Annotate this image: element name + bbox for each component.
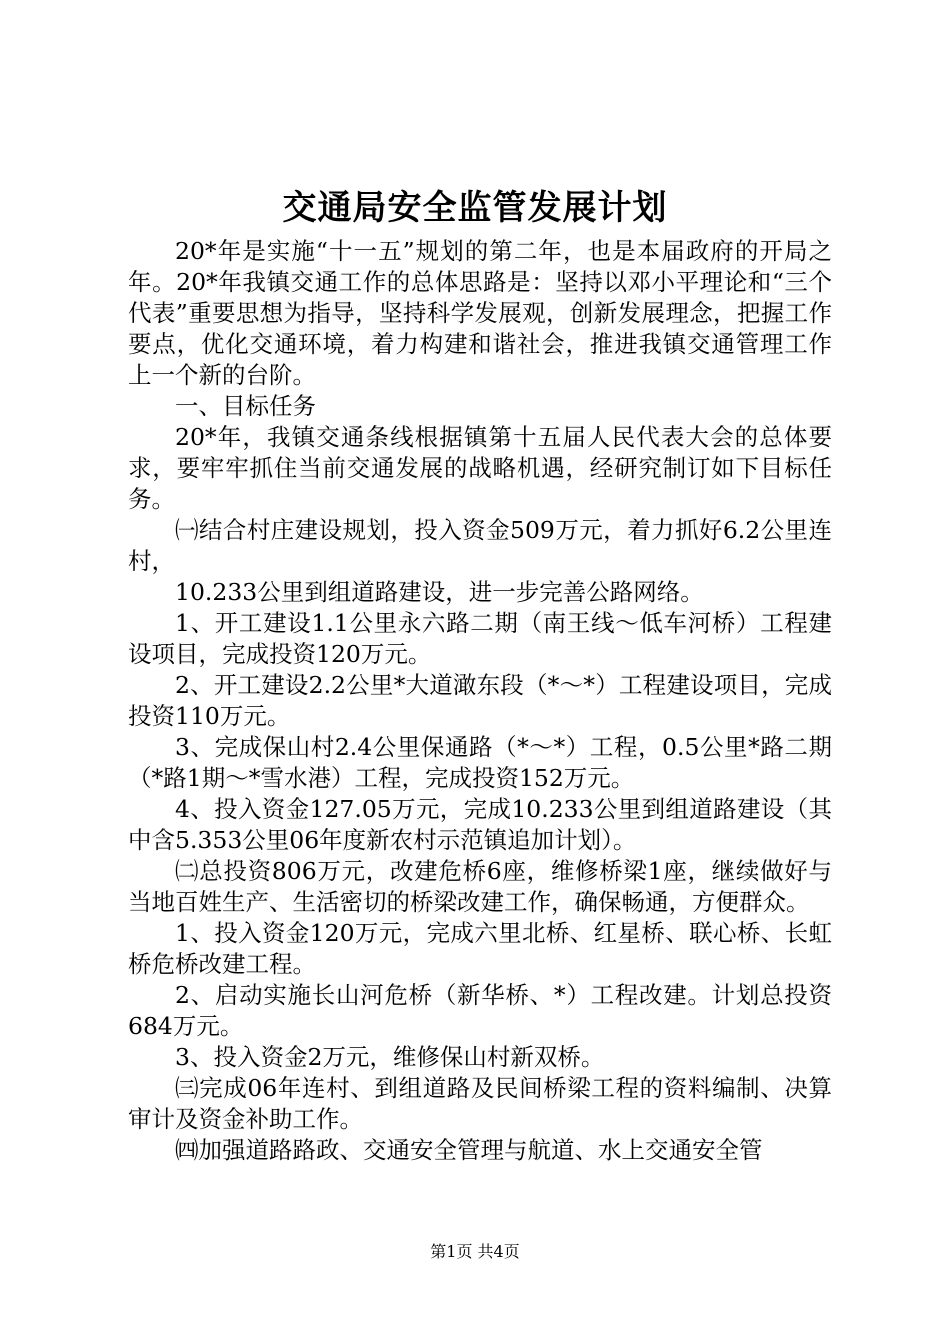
page-number-footer: 第1页 共4页 xyxy=(430,1242,520,1261)
paragraph: ㈢完成06年连村、到组道路及民间桥梁工程的资料编制、决算审计及资金补助工作。 xyxy=(128,1074,832,1133)
paragraph: 20*年是实施“十一五”规划的第二年，也是本届政府的开局之年。20*年我镇交通工作的总体思路是：坚持以邓小平理论和“三个代表”重要思想为指导，坚持科学发展观，创新发展理念，把握工作要点，优化交通环境，着力构建和谐社会，推进我镇交通管理工作上一个新的台阶。 xyxy=(128,237,832,389)
paragraph: 3、投入资金2万元，维修保山村新双桥。 xyxy=(175,1043,605,1071)
document-title: 交通局安全监管发展计划 xyxy=(282,188,668,228)
paragraph: 2、启动实施长山河危桥（新华桥、*）工程改建。计划总投资684万元。 xyxy=(128,981,832,1040)
paragraph: 4、投入资金127.05万元，完成10.233公里到组道路建设（其中含5.353公里06年度新农村示范镇追加计划）。 xyxy=(128,795,832,854)
paragraph: ㈣加强道路路政、交通安全管理与航道、水上交通安全管 xyxy=(175,1136,763,1164)
paragraph: 10.233公里到组道路建设，进一步完善公路网络。 xyxy=(175,578,704,606)
document-body xyxy=(128,236,832,1166)
paragraph: ㈠结合村庄建设规划，投入资金509万元，着力抓好6.2公里连村， xyxy=(128,516,832,575)
paragraph: ㈡总投资806万元，改建危桥6座，维修桥梁1座，继续做好与当地百姓生产、生活密切的桥梁改建工作，确保畅通，方便群众。 xyxy=(128,857,832,916)
paragraph: 20*年，我镇交通条线根据镇第十五届人民代表大会的总体要求，要牢牢抓住当前交通发展的战略机遇，经研究制订如下目标任务。 xyxy=(128,423,832,513)
paragraph: 1、开工建设1.1公里永六路二期（南王线～低车河桥）工程建设项目，完成投资120万元。 xyxy=(128,609,832,668)
paragraph: 3、完成保山村2.4公里保通路（*～*）工程，0.5公里*路二期（*路1期～*雪水港）工程，完成投资152万元。 xyxy=(128,733,832,792)
paragraph: 2、开工建设2.2公里*大道澉东段（*～*）工程建设项目，完成投资110万元。 xyxy=(128,671,832,730)
section-heading: 一、目标任务 xyxy=(175,392,316,420)
paragraph: 1、投入资金120万元，完成六里北桥、红星桥、联心桥、长虹桥危桥改建工程。 xyxy=(128,919,832,978)
